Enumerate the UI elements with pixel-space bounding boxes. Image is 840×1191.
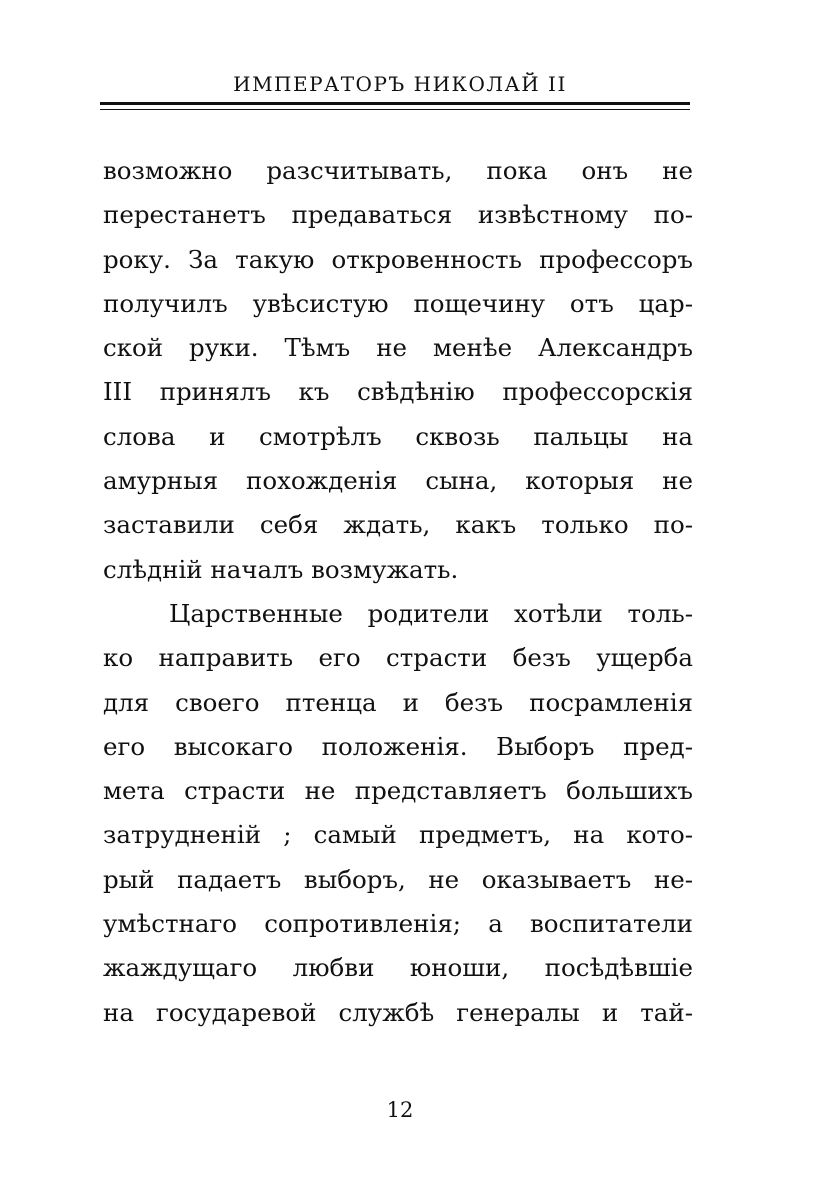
text-line: для своего птенца и безъ посрамленія [103,687,693,717]
page-number: 12 [386,1098,414,1122]
header-rule-thin [100,109,690,110]
text-line: перестанетъ предаваться извѣстному по- [103,200,693,230]
text-line: его высокаго положенія. Выборъ пред- [103,731,693,761]
text-line: затрудненій ; самый предметъ, на кото- [103,820,693,850]
header-rule-thick [100,102,690,105]
text-line: возможно разсчитывать, пока онъ не [103,156,693,185]
text-line: заставили себя ждать, какъ только по- [103,510,693,540]
text-line: слова и смотрѣлъ сквозь пальцы на [103,421,693,451]
text-line: получилъ увѣсистую пощечину отъ цар- [103,288,693,318]
text-line: рый падаетъ выборъ, не оказываетъ не- [103,864,693,894]
text-line: Царственные родители хотѣли толь- [169,598,693,628]
paragraph [103,149,693,592]
text-line: ко направить его страсти безъ ущерба [103,643,693,673]
text-line: слѣдній началъ возмужать. [103,554,459,584]
body-text [103,149,693,1035]
paragraph [103,592,693,1035]
running-head: ИМПЕРАТОРЪ НИКОЛАЙ II [233,72,567,96]
text-line: на государевой службѣ генералы и тай- [103,997,693,1027]
text-line: умѣстнаго сопротивленія; а воспитатели [103,909,693,939]
text-line: року. За такую откровенность профессоръ [103,244,693,274]
text-line: амурныя похожденія сына, которыя не [103,466,693,496]
text-line: III принялъ къ свѣдѣнію профессорскія [103,377,693,407]
text-line: ской руки. Тѣмъ не менѣе Александръ [103,333,693,363]
text-line: жаждущаго любви юноши, посѣдѣвшіе [103,953,693,983]
text-line: мета страсти не представляетъ большихъ [103,776,693,806]
